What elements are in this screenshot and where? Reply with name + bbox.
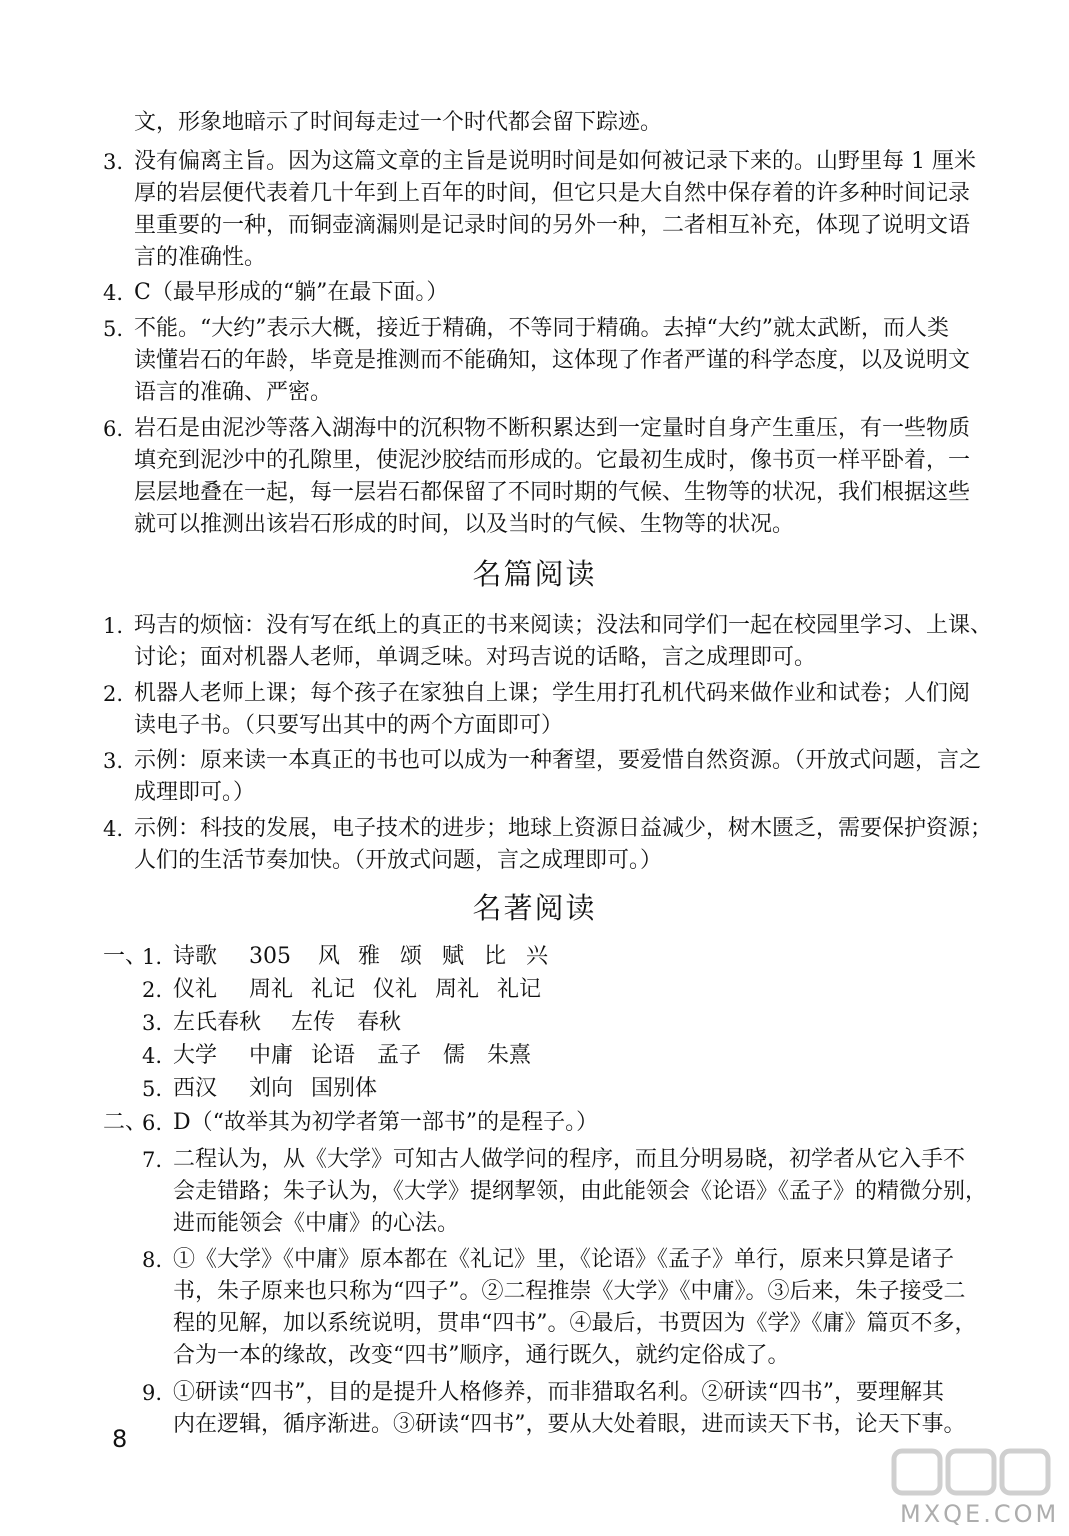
answer-line: 示例：科技的发展，电子技术的进步；地球上资源日益减少，树木匮乏，需要保护资源； <box>134 816 993 841</box>
answer-line: 二程认为，从《大学》可知古人做学问的程序，而且分明易晓，初学者从它入手不 <box>173 1147 966 1172</box>
blank-answer: 礼记 <box>311 977 356 1002</box>
answer-line: 进而能领会《中庸》的心法。 <box>173 1211 460 1236</box>
blank-answer: 中庸 <box>249 1043 294 1068</box>
blank-answer: 雅 <box>358 944 381 969</box>
answer-line: 书，朱子原来也只称为“四子”。②二程推崇《大学》《中庸》。③后来，朱子接受二 <box>173 1279 966 1304</box>
blank-answer: 仪礼 <box>173 977 218 1002</box>
item-number: 4. <box>103 281 124 305</box>
item-number: 5. <box>142 1077 163 1101</box>
blank-answer: 比 <box>484 944 507 969</box>
item-number: 7. <box>142 1148 163 1172</box>
continued-line: 文，形象地暗示了时间每走过一个时代都会留下踪迹。 <box>134 110 663 135</box>
blank-answer: 春秋 <box>357 1010 402 1035</box>
item-number: 3. <box>142 1011 163 1035</box>
fill-blank-row <box>173 1043 531 1069</box>
item-number: 6. <box>142 1111 163 1135</box>
answer-line: 读懂岩石的年龄，毕竟是推测而不能确知，这体现了作者严谨的科学态度，以及说明文 <box>134 348 971 373</box>
answer-line: 机器人老师上课；每个孩子在家独自上课；学生用打孔机代码来做作业和试卷；人们阅 <box>134 681 971 706</box>
answer-line: 岩石是由泥沙等落入湖海中的沉积物不断积累达到一定量时自身产生重压，有一些物质 <box>134 416 971 441</box>
answer-line: C（最早形成的“躺”在最下面。） <box>134 280 449 305</box>
answer-line: 里重要的一种，而铜壶滴漏则是记录时间的另外一种，二者相互补充，体现了说明文语 <box>134 213 971 238</box>
blank-answer: 论语 <box>311 1043 356 1068</box>
blank-answer: 仪礼 <box>373 977 418 1002</box>
section-heading: 名篇阅读 <box>472 557 597 591</box>
fill-blank-row <box>173 944 548 970</box>
answer-line: 内在逻辑，循序渐进。③研读“四书”，要从大处着眼，进而读天下书，论天下事。 <box>173 1412 966 1437</box>
answer-line: 没有偏离主旨。因为这篇文章的主旨是说明时间是如何被记录下来的。山野里每 1 厘米 <box>134 149 976 174</box>
answer-line: 合为一本的缘故，改变“四书”顺序，通行既久，就约定俗成了。 <box>173 1343 790 1368</box>
fill-blank-row <box>173 1010 401 1036</box>
answer-line: 示例：原来读一本真正的书也可以成为一种奢望，要爱惜自然资源。（开放式问题，言之 <box>134 748 982 773</box>
item-number: 1. <box>142 945 163 969</box>
blank-answer: 大学 <box>173 1043 218 1068</box>
part-label: 二、 <box>103 1110 148 1135</box>
blank-answer: 周礼 <box>249 977 294 1002</box>
answer-line: 人们的生活节奏加快。（开放式问题，言之成理即可。） <box>134 848 663 873</box>
blank-answer: 国别体 <box>311 1076 378 1101</box>
answer-line: 程的见解，加以系统说明，贯串“四书”。④最后，书贾因为《学》《庸》篇页不多， <box>173 1311 977 1336</box>
item-number: 6. <box>103 417 124 441</box>
blank-answer: 风 <box>318 944 341 969</box>
answer-line: 成理即可。） <box>134 780 256 805</box>
item-number: 8. <box>142 1248 163 1272</box>
blank-answer: 诗歌 <box>173 944 218 969</box>
fill-blank-row <box>173 1076 377 1102</box>
answer-line: 讨论；面对机器人老师，单调乏味。对玛吉说的话略，言之成理即可。 <box>134 645 817 670</box>
item-number: 2. <box>103 682 124 706</box>
answer-line: 言的准确性。 <box>134 245 267 270</box>
blank-answer: 颂 <box>400 944 423 969</box>
item-number: 5. <box>103 317 124 341</box>
blank-answer: 孟子 <box>377 1043 422 1068</box>
blank-answer: 礼记 <box>497 977 542 1002</box>
blank-answer: 西汉 <box>173 1076 218 1101</box>
blank-answer: 赋 <box>442 944 465 969</box>
answer-line: 不能。“大约”表示大概，接近于精确，不等同于精确。去掉“大约”就太武断，而人类 <box>134 316 949 341</box>
answer-line: 填充到泥沙中的孔隙里，使泥沙胶结而形成的。它最初生成时，像书页一样平卧着，一 <box>134 448 971 473</box>
answer-line: ①《大学》《中庸》原本都在《礼记》里，《论语》《孟子》单行，原来只算是诸子 <box>173 1247 955 1272</box>
answer-line: 厚的岩层便代表着几十年到上百年的时间，但它只是大自然中保存着的许多种时间记录 <box>134 181 971 206</box>
item-number: 3. <box>103 749 124 773</box>
answer-line: D（“故举其为初学者第一部书”的是程子。） <box>173 1110 599 1135</box>
blank-answer: 周礼 <box>435 977 480 1002</box>
answer-line: 就可以推测出该岩石形成的时间，以及当时的气候、生物等的状况。 <box>134 512 795 537</box>
item-number: 4. <box>142 1044 163 1068</box>
answer-line: 层层地叠在一起，每一层岩石都保留了不同时期的气候、生物等的状况，我们根据这些 <box>134 480 971 505</box>
blank-answer: 左传 <box>291 1010 336 1035</box>
answer-line: ①研读“四书”，目的是提升人格修养，而非猎取名利。②研读“四书”，要理解其 <box>173 1380 944 1405</box>
answer-line: 玛吉的烦恼：没有写在纸上的真正的书来阅读；没法和同学们一起在校园里学习、上课、 <box>134 613 993 638</box>
part-label: 一、 <box>103 944 148 969</box>
item-number: 4. <box>103 817 124 841</box>
blank-answer: 朱熹 <box>487 1043 532 1068</box>
blank-answer: 刘向 <box>249 1076 294 1101</box>
fill-blank-row <box>173 977 541 1003</box>
page-number: 8 <box>112 1425 128 1453</box>
blank-answer: 儒 <box>443 1043 466 1068</box>
item-number: 9. <box>142 1381 163 1405</box>
section-heading: 名著阅读 <box>472 891 597 925</box>
blank-answer: 左氏春秋 <box>173 1010 262 1035</box>
item-number: 3. <box>103 150 124 174</box>
blank-answer: 兴 <box>526 944 549 969</box>
answer-line: 会走错路；朱子认为，《大学》提纲挈领，由此能领会《论语》《孟子》的精微分别， <box>173 1179 988 1204</box>
answer-line: 语言的准确、严密。 <box>134 380 333 405</box>
answer-line: 读电子书。（只要写出其中的两个方面即可） <box>134 713 564 738</box>
item-number: 2. <box>142 978 163 1002</box>
item-number: 1. <box>103 614 124 638</box>
blank-answer: 305 <box>249 944 291 969</box>
watermark-text: MXQE.COM <box>900 1500 1060 1528</box>
